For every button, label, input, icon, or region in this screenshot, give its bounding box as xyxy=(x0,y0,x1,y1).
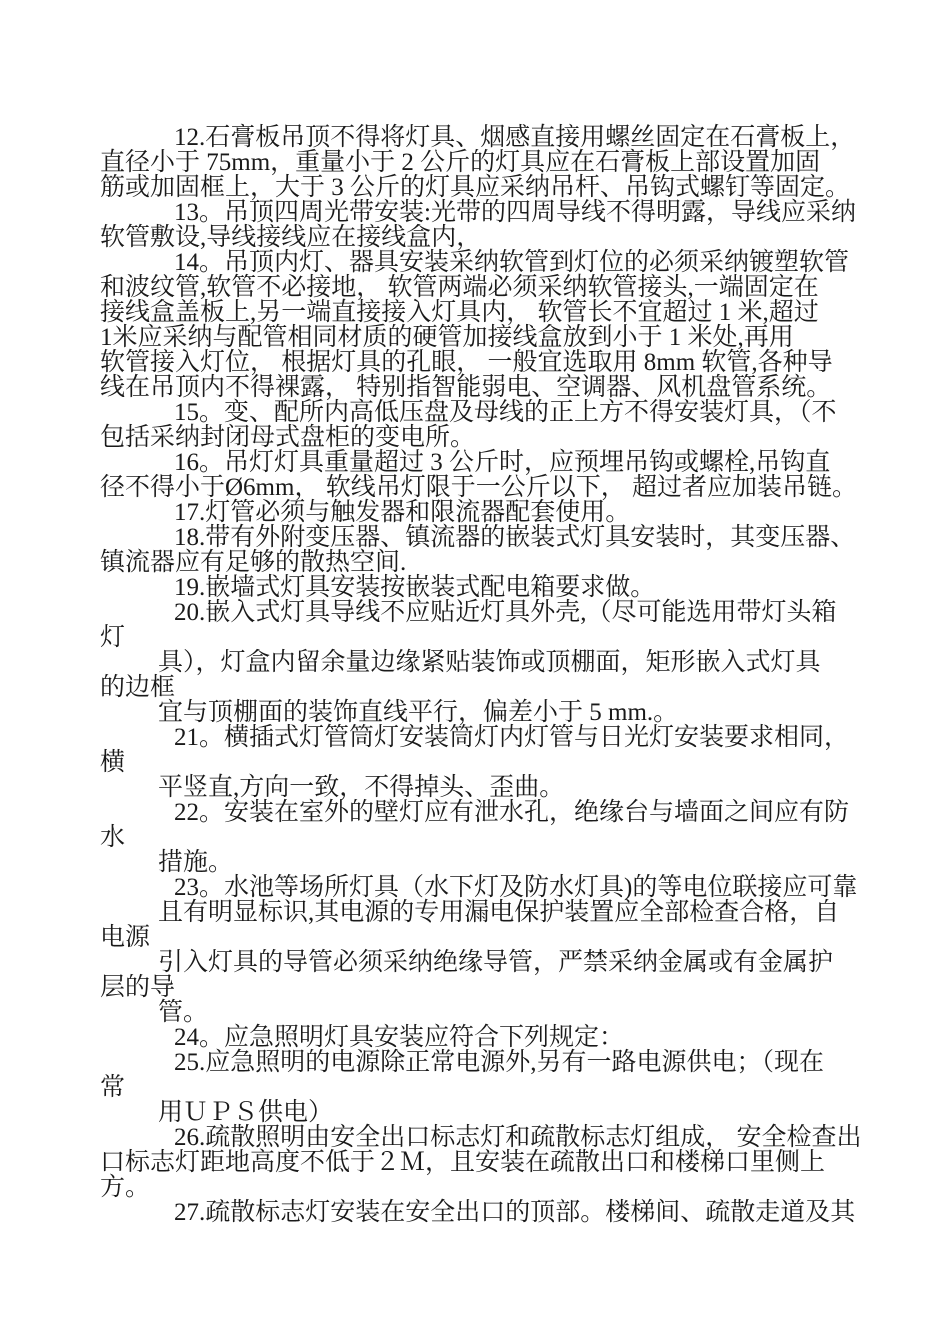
text-line: 20.嵌入式灯具导线不应贴近灯具外壳,（尽可能选用带灯头箱 xyxy=(174,599,837,626)
text-line: 23。水池等场所灯具（水下灯及防水灯具)的等电位联接应可靠 xyxy=(174,874,858,901)
text-line: 软管接入灯位， 根据灯具的孔眼， 一般宜选取用 8mm 软管,各种导 xyxy=(100,349,833,376)
text-line: 16。吊灯灯具重量超过 3 公斤时，应预埋吊钩或螺栓,吊钩直 xyxy=(174,449,831,476)
text-line: 线在吊顶内不得裸露， 特别指智能弱电、空调器、风机盘管系统。 xyxy=(100,374,832,401)
text-line: 软管敷设,导线接线应在接线盒内， xyxy=(100,224,482,251)
text-line: 筋或加固框上，大于 3 公斤的灯具应采纳吊杆、吊钩式螺钉等固定。 xyxy=(100,174,851,201)
text-line: 引入灯具的导管必须采纳绝缘导管，严禁采纳金属或有金属护 xyxy=(158,949,834,976)
text-line: 常 xyxy=(100,1074,126,1101)
document-text-block xyxy=(100,124,862,1226)
text-line: 18.带有外附变压器、镇流器的嵌装式灯具安装时，其变压器、 xyxy=(174,524,856,551)
text-line: 方。 xyxy=(100,1174,151,1201)
text-line: 宜与顶棚面的装饰直线平行，偏差小于 5 mm.。 xyxy=(158,699,679,726)
text-line: 17.灯管必须与触发器和限流器配套使用。 xyxy=(174,499,631,526)
text-line: 管。 xyxy=(158,999,209,1026)
text-line: 24。应急照明灯具安装应符合下列规定： xyxy=(174,1024,625,1051)
text-line: 措施。 xyxy=(158,849,234,876)
text-line: 25.应急照明的电源除正常电源外,另有一路电源供电；（现在 xyxy=(174,1049,825,1076)
text-line: 26.疏散照明由安全出口标志灯和疏散标志灯组成， 安全检查出 xyxy=(174,1124,862,1151)
text-line: 22。安装在室外的壁灯应有泄水孔，绝缘台与墙面之间应有防 xyxy=(174,799,850,826)
text-line: 14。吊顶内灯、器具安装采纳软管到灯位的必须采纳镀塑软管 xyxy=(174,249,850,276)
text-line: 12.石膏板吊顶不得将灯具、烟感直接用螺丝固定在石膏板上， xyxy=(174,124,856,151)
text-line: 和波纹管,软管不必接地， 软管两端必须采纳软管接头,一端固定在 xyxy=(100,274,819,301)
text-line: 包括采纳封闭母式盘柜的变电所。 xyxy=(100,424,476,451)
text-line: 镇流器应有足够的散热空间. xyxy=(100,549,407,576)
text-line: 直径小于 75mm，重量小于 2 公斤的灯具应在石膏板上部设置加固 xyxy=(100,149,821,176)
text-line: 15。变、配所内高低压盘及母线的正上方不得安装灯具，（不 xyxy=(174,399,837,426)
text-line: 13。吊顶四周光带安装:光带的四周导线不得明露，导线应采纳 xyxy=(174,199,856,226)
text-line: 横 xyxy=(100,749,126,776)
text-line: 的边框 xyxy=(100,674,176,701)
text-line: 口标志灯距地高度不低于２Ｍ，且安装在疏散出口和楼梯口里侧上 xyxy=(100,1149,826,1176)
text-line: 19.嵌墙式灯具安装按嵌装式配电箱要求做。 xyxy=(174,574,656,601)
text-line: 1米应采纳与配管相同材质的硬管加接线盒放到小于 1 米处,再用 xyxy=(100,324,794,351)
text-line: 层的导 xyxy=(100,974,176,1001)
text-line: 电源 xyxy=(100,924,151,951)
text-line: 接线盒盖板上,另一端直接接入灯具内， 软管长不宜超过 1 米,超过 xyxy=(100,299,819,326)
text-line: 平竖直,方向一致，不得掉头、歪曲。 xyxy=(158,774,565,801)
text-line: 径不得小于Ø6mm， 软线吊灯限于一公斤以下， 超过者应加装吊链。 xyxy=(100,474,857,501)
text-line: 具），灯盒内留余量边缘紧贴装饰或顶棚面，矩形嵌入式灯具 xyxy=(158,649,821,676)
text-line: 水 xyxy=(100,824,126,851)
text-line: 21。横插式灯管筒灯安装筒灯内灯管与日光灯安装要求相同， xyxy=(174,724,850,751)
text-line: 27.疏散标志灯安装在安全出口的顶部。楼梯间、疏散走道及其 xyxy=(174,1199,856,1226)
text-line: 且有明显标识,其电源的专用漏电保护装置应全部检查合格，自 xyxy=(158,899,840,926)
text-line: 用ＵＰＳ供电） xyxy=(158,1099,334,1126)
text-line: 灯 xyxy=(100,624,126,651)
